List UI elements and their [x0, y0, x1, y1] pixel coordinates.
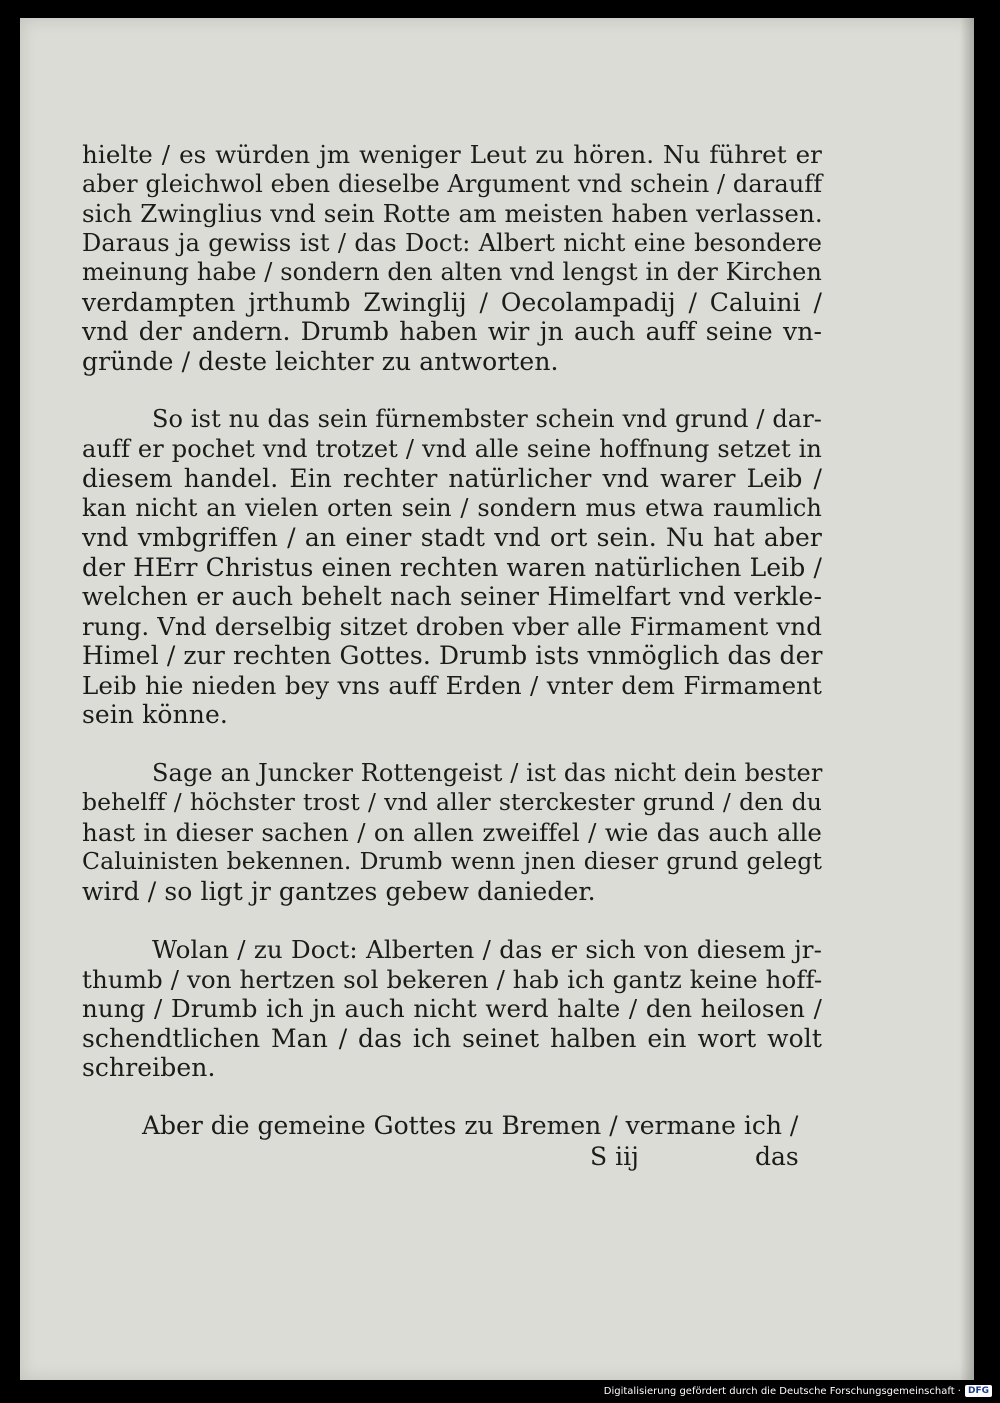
text-line: Daraus ja gewiss ist / das Doct: Albert nicht eine besondere: [82, 228, 822, 257]
text-line: hast in dieser sachen / on allen zweiffel / wie das auch alle: [82, 817, 822, 847]
text-line: meinung habe / sondern den alten vnd lengst in der Kirchen: [82, 258, 822, 286]
paragraph-4: [82, 935, 822, 1083]
text-line: verdampten jrthumb Zwinglij / Oecolampadij / Caluini /: [82, 287, 822, 317]
text-line: sich Zwinglius vnd sein Rotte am meisten haben verlassen.: [82, 199, 823, 228]
text-line: vnd der andern. Drumb haben wir jn auch auff seine vn-: [82, 317, 822, 346]
text-line: sein könne.: [82, 700, 228, 729]
text-line: Caluinisten bekennen. Drumb wenn jnen dieser grund gelegt: [82, 847, 822, 875]
text-line: Leib hie nieden bey vns auff Erden / vnter dem Firmament: [82, 670, 822, 700]
text-line: rung. Vnd derselbig sitzet droben vber alle Firmament vnd: [82, 611, 822, 641]
text-line: Himel / zur rechten Gottes. Drumb ists vnmöglich das der: [82, 641, 823, 670]
text-line: So ist nu das sein fürnembster schein vnd grund / dar-: [152, 405, 822, 433]
paragraph-3: [82, 759, 822, 907]
text-line: wird / so ligt jr gantzes gebew danieder.: [82, 876, 596, 906]
paragraph-gap: [82, 906, 822, 935]
text-line: welchen er auch behelt nach seiner Himelfart vnd verkle-: [82, 582, 822, 611]
text-line: aber gleichwol eben dieselbe Argument vnd schein / darauff: [82, 169, 823, 198]
text-line: thumb / von hertzen sol bekeren / hab ich gantz keine hoff-: [82, 964, 823, 994]
paragraph-1: [82, 140, 822, 376]
text-line: diesem handel. Ein rechter natürlicher vnd warer Leib /: [82, 464, 822, 493]
digitization-credit: [604, 1385, 992, 1397]
text-line: der HErr Christus einen rechten waren natürlichen Leib /: [82, 552, 822, 582]
text-line: nung / Drumb ich jn auch nicht werd halte / den heilosen /: [82, 994, 822, 1023]
text-line: kan nicht an vielen orten sein / sondern mus etwa raumlich: [82, 493, 822, 522]
credit-text: Digitalisierung gefördert durch die Deutsche Forschungsgemeinschaft ·: [603, 1385, 961, 1397]
text-line: schreiben.: [82, 1053, 216, 1082]
text-line: Wolan / zu Doct: Alberten / das er sich von diesem jr-: [152, 935, 822, 964]
paragraph-gap: [82, 730, 822, 759]
paragraph-2: [82, 405, 822, 730]
page-text: [82, 140, 822, 1083]
text-line: Aber die gemeine Gottes zu Bremen / vermane ich /: [142, 1111, 799, 1140]
text-line: schendtlichen Man / das ich seinet halben ein wort wolt: [82, 1023, 822, 1053]
text-line: hielte / es würden jm weniger Leut zu hören. Nu führet er: [82, 140, 822, 169]
book-page: [20, 18, 974, 1380]
catchword: das: [755, 1142, 799, 1171]
final-text-line: [82, 1111, 822, 1141]
text-line: behelff / höchster trost / vnd aller sterckester grund / den du: [82, 788, 822, 816]
signature-mark: S iij: [590, 1142, 639, 1171]
text-line: Sage an Juncker Rottengeist / ist das nicht dein bester: [152, 758, 823, 787]
text-line: auff er pochet vnd trotzet / vnd alle seine hoffnung setzet in: [82, 434, 822, 463]
text-line: vnd vmbgriffen / an einer stadt vnd ort sein. Nu hat aber: [82, 523, 822, 552]
text-line: gründe / deste leichter zu antworten.: [82, 346, 559, 376]
paragraph-gap: [82, 376, 822, 405]
dfg-logo-icon: DFG: [965, 1385, 992, 1397]
